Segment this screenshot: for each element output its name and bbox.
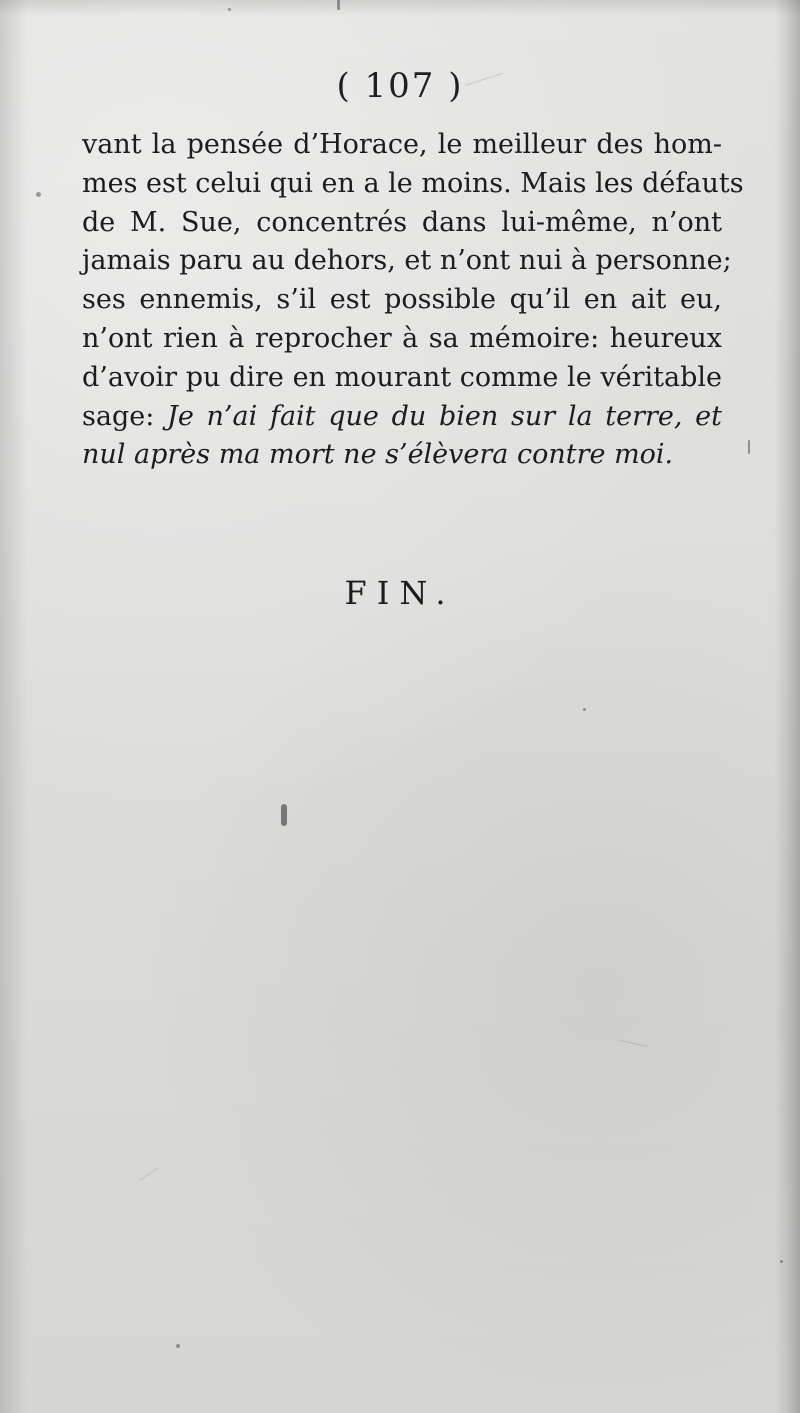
text-line-3: de M. Sue, concentrés dans lui-même, n’ont (82, 206, 722, 238)
text-line-7: d’avoir pu dire en mourant comme le véritable (82, 361, 722, 393)
paper-speck (228, 8, 231, 11)
page-number: ( 107 ) (336, 66, 464, 106)
text-line-8 (82, 398, 722, 437)
paper-speck (36, 192, 41, 197)
quotation-part-1: Je n’ai fait que du bien sur la terre, et (167, 400, 722, 432)
text-line-1: vant la pensée d’Horace, le meilleur des hom- (82, 129, 722, 160)
text-line-2: mes est celui qui en a le moins. Mais les défauts (82, 167, 744, 199)
page-left-edge-shadow (0, 0, 28, 1413)
paper-speck (176, 1344, 180, 1348)
end-mark: FIN. (344, 574, 456, 612)
paper-speck (583, 708, 586, 711)
body-text (82, 126, 744, 475)
paper-speck (281, 804, 287, 826)
paper-speck (748, 440, 750, 454)
quotation-part-2: nul après ma mort ne s’élèvera contre moi. (82, 439, 674, 471)
text-line-8-roman: sage: (82, 400, 168, 432)
text-line-5: ses ennemis, s’il est possible qu’il en ait eu, (82, 284, 722, 316)
page-top-edge-shadow (0, 0, 800, 16)
paper-scratch (140, 1167, 159, 1180)
paper-speck (780, 1260, 783, 1263)
text-line-4: jamais paru au dehors, et n’ont nui à personne; (82, 245, 732, 277)
page-right-edge-shadow (774, 0, 800, 1413)
paper-speck (337, 0, 340, 10)
text-line-6: n’ont rien à reprocher à sa mémoire: heureux (82, 322, 722, 354)
paper-scratch (620, 1040, 648, 1047)
